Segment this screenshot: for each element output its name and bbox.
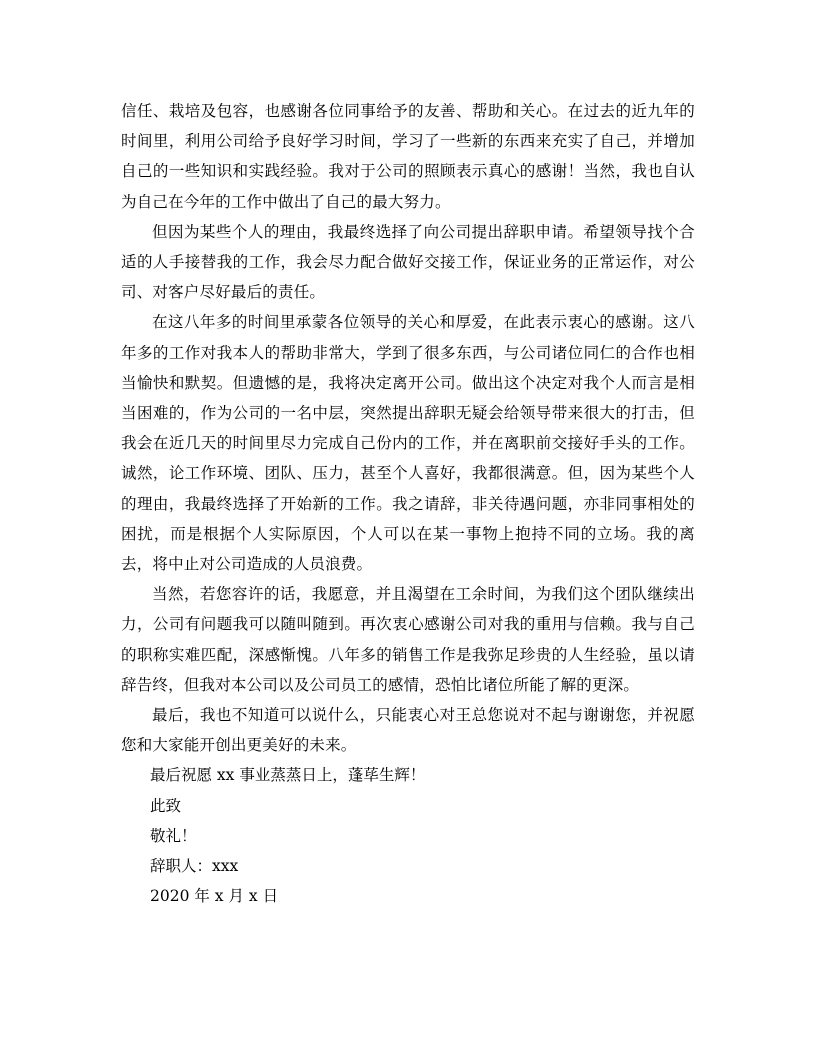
closing-salute: 敬礼！ bbox=[150, 826, 197, 845]
paragraph-resignation-request: 但因为某些个人的理由，我最终选择了向公司提出辞职申请。希望领导找个合适的人手接替我的工作，我会尽力配合做好交接工作，保证业务的正常运作，对公司、对客户尽好最后的责任。 bbox=[121, 222, 695, 302]
closing-greeting: 此致 bbox=[150, 796, 182, 815]
document-page bbox=[121, 96, 695, 911]
closing-wish: 最后祝愿 xx 事业蒸蒸日上，蓬荜生辉！ bbox=[150, 766, 426, 785]
paragraph-gratitude: 信任、栽培及包容，也感谢各位同事给予的友善、帮助和关心。在过去的近九年的时间里，利用公司给予良好学习时间，学习了一些新的东西来充实了自己，并增加自己的一些知识和实践经验。我对于公司的照顾表示真心的感谢！当然，我也自认为自己在今年的工作中做出了自己的最大努力。 bbox=[121, 102, 695, 211]
signer-name: 辞职人：xxx bbox=[150, 857, 239, 876]
paragraph-final-words: 最后，我也不知道可以说什么，只能衷心对王总您说对不起与谢谢您，并祝愿您和大家能开创出更美好的未来。 bbox=[121, 706, 695, 755]
paragraph-offer-help: 当然，若您容许的话，我愿意，并且渴望在工余时间，为我们这个团队继续出力，公司有问题我可以随叫随到。再次衷心感谢公司对我的重用与信赖。我与自己的职称实难匹配，深感惭愧。八年多的销售工作是我弥足珍贵的人生经验，虽以请辞告终，但我对本公司以及公司员工的感情，恐怕比诸位所能了解的更深。 bbox=[121, 585, 695, 694]
letter-date: 2020 年 x 月 x 日 bbox=[150, 887, 279, 906]
paragraph-reasons: 在这八年多的时间里承蒙各位领导的关心和厚爱，在此表示衷心的感谢。这八年多的工作对我本人的帮助非常大，学到了很多东西，与公司诸位同仁的合作也相当愉快和默契。但遗憾的是，我将决定离开公司。做出这个决定对我个人而言是相当困难的，作为公司的一名中层，突然提出辞职无疑会给领导带来很大的打击，但我会在近几天的时间里尽力完成自己份内的工作，并在离职前交接好手头的工作。诚然，论工作环境、团队、压力，甚至个人喜好，我都很满意。但，因为某些个人的理由，我最终选择了开始新的工作。我之请辞，非关待遇问题，亦非同事相处的困扰，而是根据个人实际原因，个人可以在某一事物上抱持不同的立场。我的离去，将中止对公司造成的人员浪费。 bbox=[121, 313, 695, 574]
